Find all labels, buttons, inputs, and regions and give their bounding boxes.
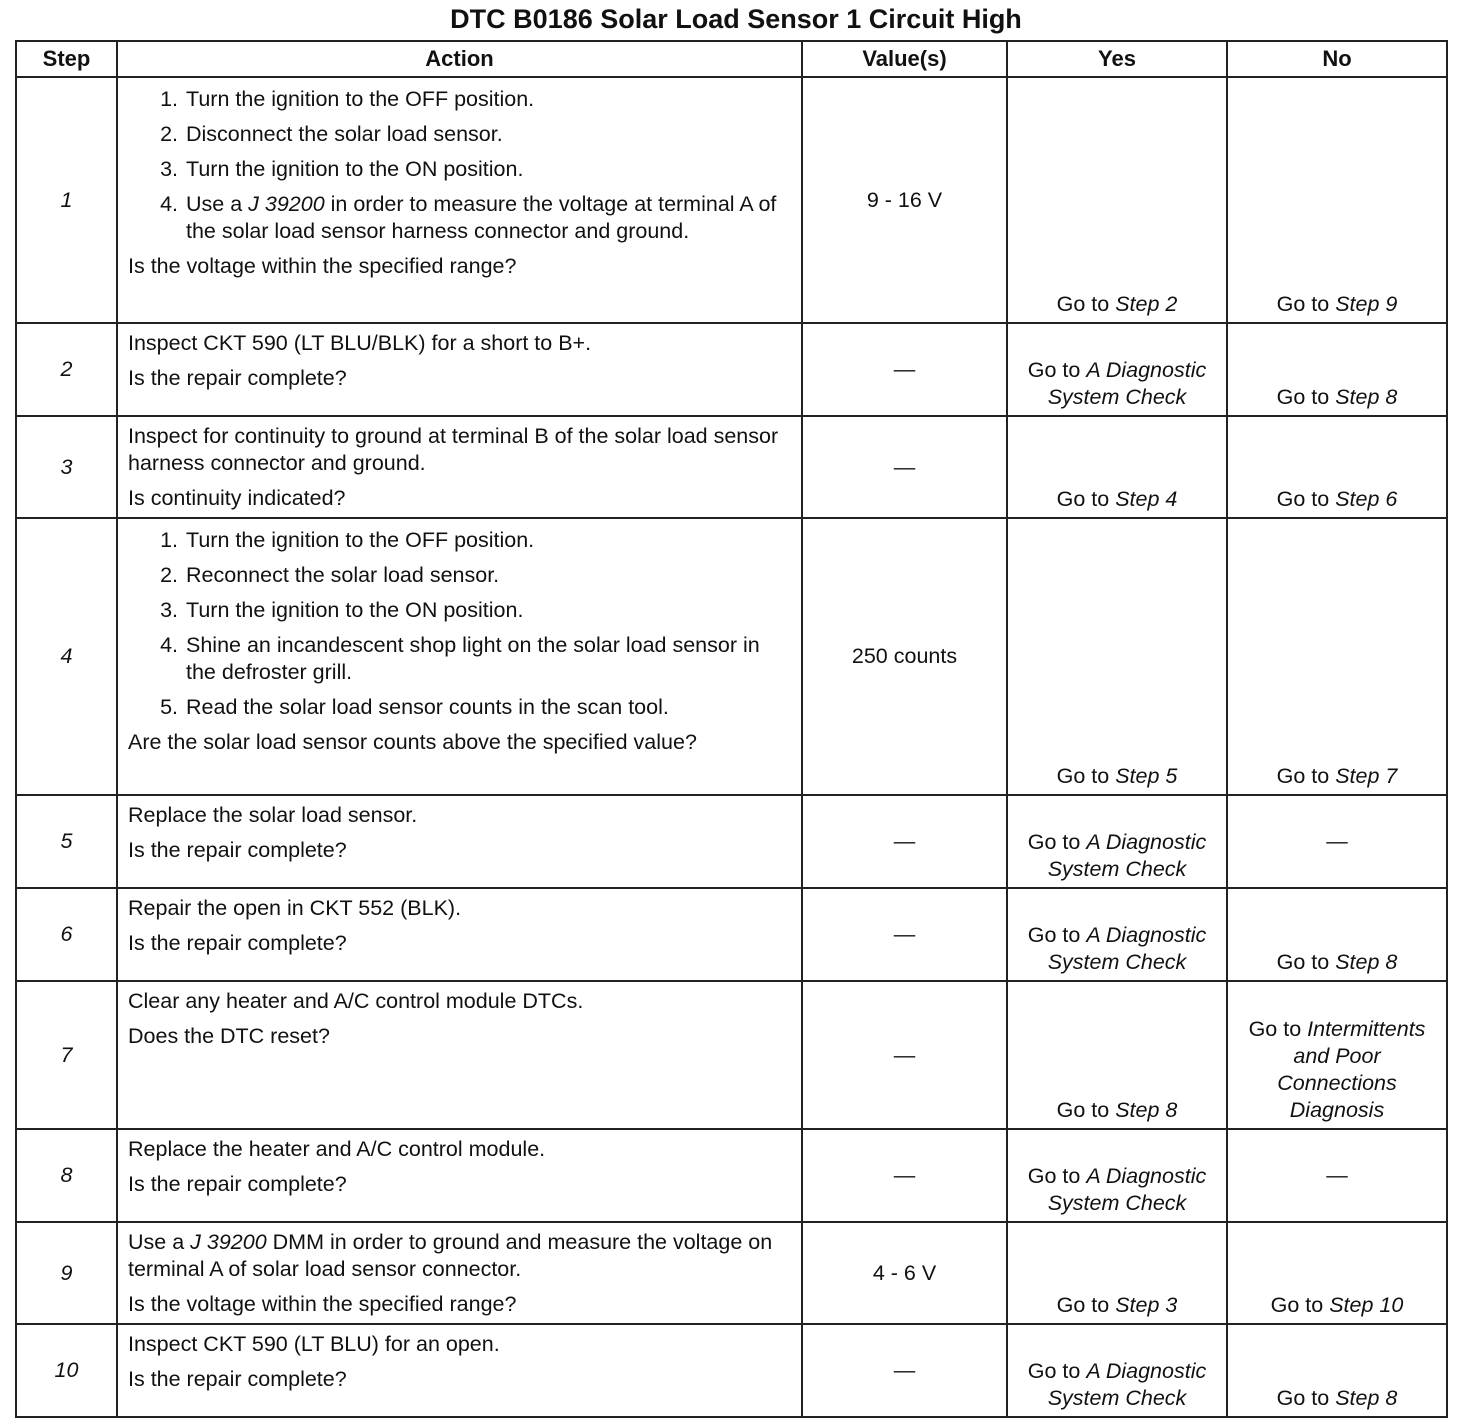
action-question: Is the voltage within the specified range? <box>128 254 517 278</box>
page-title: DTC B0186 Solar Load Sensor 1 Circuit High <box>450 4 1022 34</box>
action-cell <box>117 518 802 795</box>
value-cell: — <box>802 1324 1007 1417</box>
goto-reference: Step 8 <box>1335 385 1398 409</box>
step-number: 5 <box>16 795 117 888</box>
action-text: Is the repair complete? <box>128 931 347 955</box>
yes-header: Yes <box>1007 41 1227 77</box>
tool-name: J 39200 <box>248 192 325 216</box>
action-step-text: Turn the ignition to the OFF position. <box>186 528 535 552</box>
action-text: Inspect for continuity to ground at terminal B of the solar load sensor harness connector and ground. <box>128 424 779 475</box>
action-step-text: Turn the ignition to the OFF position. <box>186 87 535 111</box>
table-row <box>16 1222 1447 1324</box>
value-cell: — <box>802 1129 1007 1222</box>
action-step <box>184 597 793 624</box>
goto-reference: Step 8 <box>1115 1098 1178 1122</box>
step-number: 7 <box>16 981 117 1129</box>
goto-reference: Step 7 <box>1335 764 1398 788</box>
goto-reference: A Diagnostic System Check <box>1047 358 1207 409</box>
goto-reference: Step 2 <box>1115 292 1178 316</box>
yes-cell <box>1007 416 1227 518</box>
goto-label: Go to <box>1276 385 1330 409</box>
goto-reference: Step 10 <box>1329 1293 1404 1317</box>
goto-label: Go to <box>1270 1293 1324 1317</box>
table-row <box>16 416 1447 518</box>
action-cell <box>117 1222 802 1324</box>
no-cell <box>1227 518 1447 795</box>
action-step-text: Use a <box>186 192 249 216</box>
action-step-text: in order to measure the voltage at terminal A of the solar load sensor harness connector and ground. <box>186 192 777 243</box>
goto-label: Go to <box>1056 764 1110 788</box>
table-body <box>16 77 1447 1417</box>
step-header: Step <box>16 41 117 77</box>
action-step <box>184 632 793 686</box>
goto-label: Go to <box>1276 1386 1330 1410</box>
table-row <box>16 518 1447 795</box>
action-step-text: Turn the ignition to the ON position. <box>186 157 524 181</box>
dash: — <box>1326 829 1348 853</box>
yes-cell <box>1007 888 1227 981</box>
no-cell <box>1227 1129 1447 1222</box>
action-cell <box>117 795 802 888</box>
tool-name: J 39200 <box>190 1230 267 1254</box>
yes-cell <box>1007 77 1227 323</box>
action-question: Are the solar load sensor counts above the specified value? <box>128 730 697 754</box>
goto-reference: A Diagnostic System Check <box>1047 923 1207 974</box>
table-row <box>16 323 1447 416</box>
goto-reference: Step 6 <box>1335 487 1398 511</box>
yes-cell <box>1007 1129 1227 1222</box>
goto-reference: Step 8 <box>1335 1386 1398 1410</box>
goto-reference: Intermittents and Poor Connections Diagnosis <box>1277 1017 1426 1122</box>
goto-reference: Step 4 <box>1115 487 1178 511</box>
action-step-text: Disconnect the solar load sensor. <box>186 122 503 146</box>
action-step-text: Shine an incandescent shop light on the solar load sensor in the defroster grill. <box>186 633 760 684</box>
action-steps-list <box>128 86 793 245</box>
action-header: Action <box>117 41 802 77</box>
goto-reference: Step 5 <box>1115 764 1178 788</box>
action-text: Repair the open in CKT 552 (BLK). <box>128 896 462 920</box>
action-text: Is continuity indicated? <box>128 486 346 510</box>
no-cell <box>1227 888 1447 981</box>
goto-reference: A Diagnostic System Check <box>1047 1164 1207 1215</box>
action-text: Clear any heater and A/C control module DTCs. <box>128 989 584 1013</box>
goto-reference: Step 8 <box>1335 950 1398 974</box>
goto-label: Go to <box>1276 487 1330 511</box>
table-row <box>16 1324 1447 1417</box>
goto-label: Go to <box>1056 292 1110 316</box>
goto-reference: A Diagnostic System Check <box>1047 1359 1207 1410</box>
no-cell <box>1227 981 1447 1129</box>
action-step <box>184 562 793 589</box>
yes-cell <box>1007 518 1227 795</box>
no-cell <box>1227 795 1447 888</box>
value-cell: — <box>802 981 1007 1129</box>
action-step <box>184 694 793 721</box>
yes-cell <box>1007 1222 1227 1324</box>
table-row <box>16 888 1447 981</box>
step-number: 9 <box>16 1222 117 1324</box>
action-step <box>184 86 793 113</box>
goto-label: Go to <box>1027 1359 1081 1383</box>
goto-label: Go to <box>1248 1017 1302 1041</box>
action-step-text: Read the solar load sensor counts in the scan tool. <box>186 695 669 719</box>
step-number: 4 <box>16 518 117 795</box>
table-row <box>16 981 1447 1129</box>
header-row <box>16 41 1447 77</box>
step-number: 6 <box>16 888 117 981</box>
goto-label: Go to <box>1027 923 1081 947</box>
action-text: Inspect CKT 590 (LT BLU) for an open. <box>128 1332 500 1356</box>
action-steps-list <box>128 527 793 721</box>
step-number: 10 <box>16 1324 117 1417</box>
goto-label: Go to <box>1276 764 1330 788</box>
value-cell: 4 - 6 V <box>802 1222 1007 1324</box>
goto-label: Go to <box>1056 487 1110 511</box>
yes-cell <box>1007 795 1227 888</box>
table-row <box>16 1129 1447 1222</box>
action-text: Is the repair complete? <box>128 1172 347 1196</box>
action-cell <box>117 1324 802 1417</box>
values-header: Value(s) <box>802 41 1007 77</box>
value-cell: 9 - 16 V <box>802 77 1007 323</box>
action-cell <box>117 77 802 323</box>
no-cell <box>1227 1222 1447 1324</box>
no-cell <box>1227 77 1447 323</box>
no-header: No <box>1227 41 1447 77</box>
goto-label: Go to <box>1276 950 1330 974</box>
action-text: Is the repair complete? <box>128 1367 347 1391</box>
action-cell <box>117 981 802 1129</box>
action-text: Inspect CKT 590 (LT BLU/BLK) for a short to B+. <box>128 331 592 355</box>
goto-label: Go to <box>1027 830 1081 854</box>
action-cell <box>117 323 802 416</box>
yes-cell <box>1007 981 1227 1129</box>
value-cell: — <box>802 323 1007 416</box>
action-text: Use a J 39200 DMM in order to ground and measure the voltage on terminal A of solar load sensor connector. <box>128 1230 773 1281</box>
table-row <box>16 77 1447 323</box>
action-step-text: Turn the ignition to the ON position. <box>186 598 524 622</box>
value-cell: — <box>802 888 1007 981</box>
action-step <box>184 527 793 554</box>
goto-label: Go to <box>1027 358 1081 382</box>
table-row <box>16 795 1447 888</box>
goto-reference: A Diagnostic System Check <box>1047 830 1207 881</box>
dash: — <box>1326 1163 1348 1187</box>
action-step <box>184 121 793 148</box>
no-cell <box>1227 416 1447 518</box>
action-text: Is the voltage within the specified range? <box>128 1292 517 1316</box>
step-number: 3 <box>16 416 117 518</box>
action-text: Replace the solar load sensor. <box>128 803 418 827</box>
action-cell <box>117 1129 802 1222</box>
yes-cell <box>1007 323 1227 416</box>
goto-reference: Step 9 <box>1335 292 1398 316</box>
value-cell: — <box>802 416 1007 518</box>
step-number: 2 <box>16 323 117 416</box>
step-number: 1 <box>16 77 117 323</box>
goto-reference: Step 3 <box>1115 1293 1178 1317</box>
goto-label: Go to <box>1056 1293 1110 1317</box>
goto-label: Go to <box>1056 1098 1110 1122</box>
value-cell: — <box>802 795 1007 888</box>
diagnostic-table <box>15 40 1448 1418</box>
action-text: Replace the heater and A/C control module. <box>128 1137 546 1161</box>
action-step <box>184 191 793 245</box>
value-cell: 250 counts <box>802 518 1007 795</box>
action-text: Is the repair complete? <box>128 366 347 390</box>
action-text: Is the repair complete? <box>128 838 347 862</box>
action-step-text: Reconnect the solar load sensor. <box>186 563 500 587</box>
action-cell <box>117 888 802 981</box>
action-step <box>184 156 793 183</box>
step-number: 8 <box>16 1129 117 1222</box>
goto-label: Go to <box>1027 1164 1081 1188</box>
no-cell <box>1227 323 1447 416</box>
no-cell <box>1227 1324 1447 1417</box>
action-text: Does the DTC reset? <box>128 1024 330 1048</box>
action-cell <box>117 416 802 518</box>
goto-label: Go to <box>1276 292 1330 316</box>
yes-cell <box>1007 1324 1227 1417</box>
